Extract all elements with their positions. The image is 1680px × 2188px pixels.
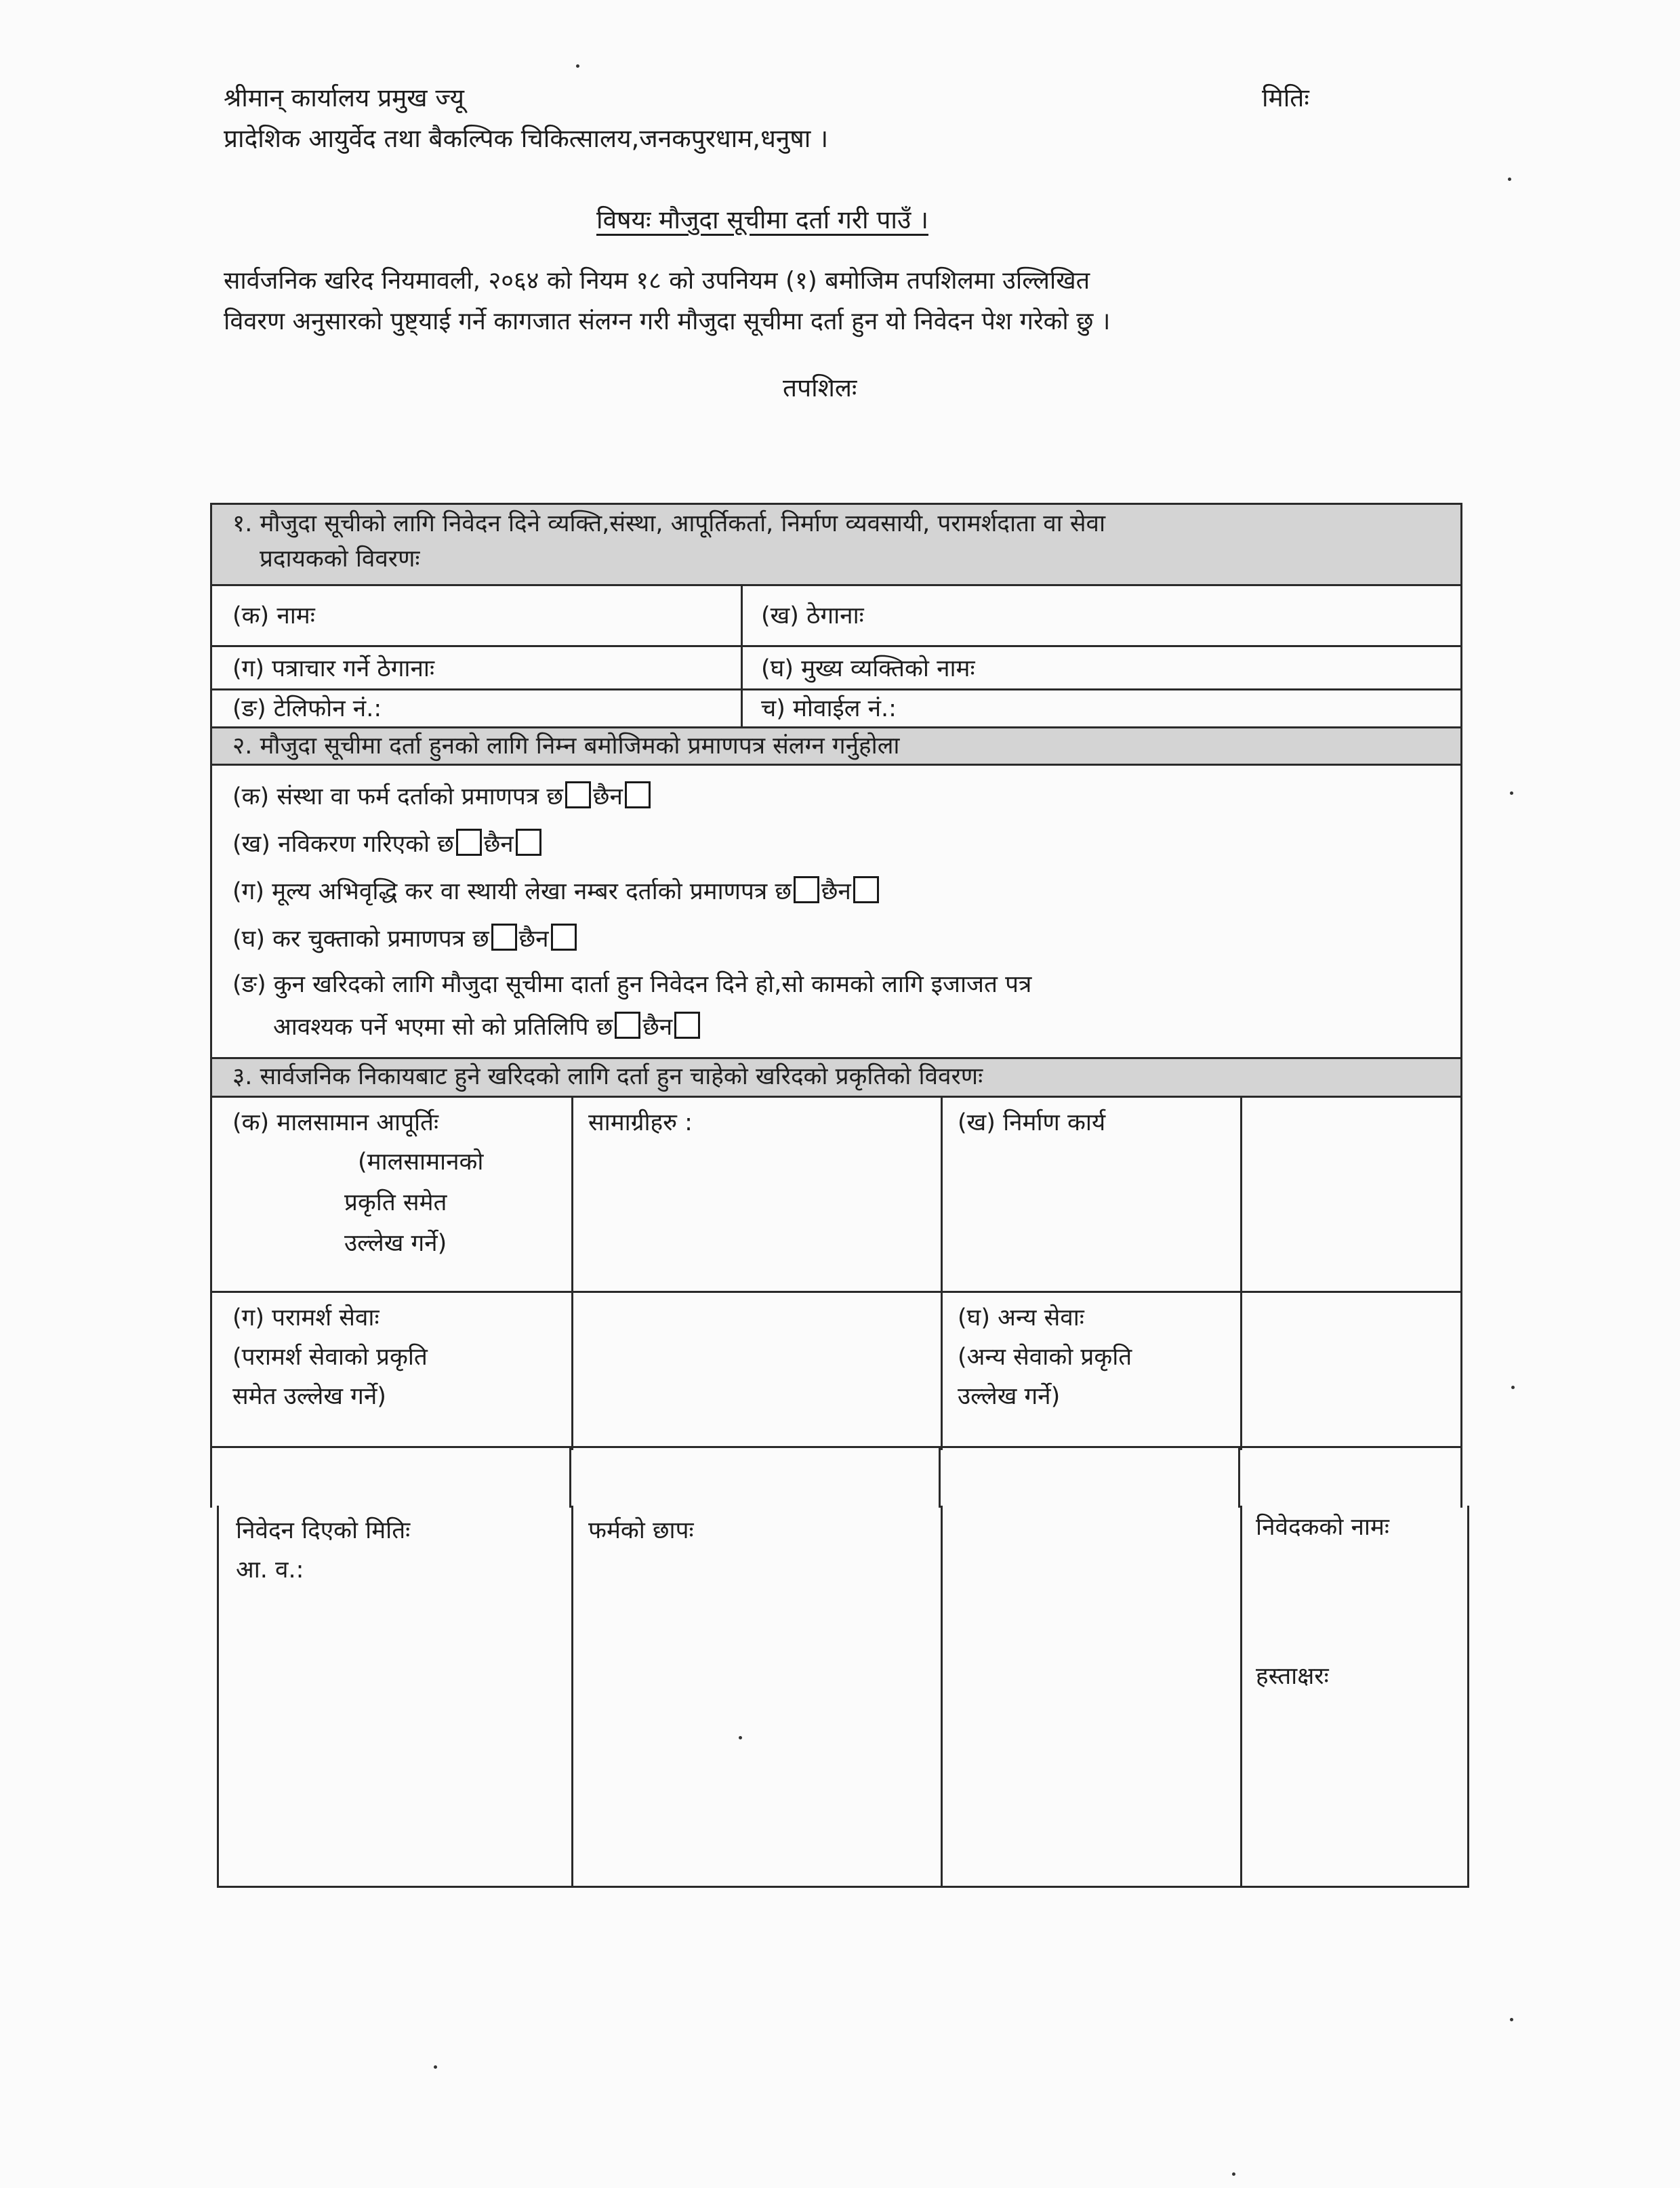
materials-label: सामाग्रीहरु : xyxy=(588,1109,693,1136)
no-checkbox[interactable] xyxy=(551,924,577,951)
body-line-2: विवरण अनुसारको पुष्ट्याई गर्ने कागजात संलग्न गरी मौजुदा सूचीमा दर्ता हुन यो निवेदन पेश गरेको छु । xyxy=(224,308,1111,335)
consulting-note-1: (परामर्श सेवाको प्रकृति xyxy=(232,1344,428,1371)
checklist-item-vat-pan xyxy=(232,876,881,908)
yes-label: छ xyxy=(546,783,563,810)
section1-title-line1: १. मौजुदा सूचीको लागि निवेदन दिने व्यक्ति,संस्था, आपूर्तिकर्ता, निर्माण व्यवसायी, परामर्शदाता वा सेवा xyxy=(232,510,1106,537)
divider xyxy=(212,688,1460,690)
section2-title: २. मौजुदा सूचीमा दर्ता हुनको लागि निम्न बमोजिमको प्रमाणपत्र संलग्न गर्नुहोला xyxy=(232,732,900,760)
contact-person-field[interactable]: (घ) मुख्य व्यक्तिको नामः xyxy=(761,655,975,682)
application-date-label: निवेदन दिएको मितिः xyxy=(236,1517,411,1544)
address-field[interactable]: (ख) ठेगानाः xyxy=(761,602,864,629)
no-checkbox[interactable] xyxy=(516,829,541,856)
yes-checkbox[interactable] xyxy=(615,1012,640,1039)
postal-address-field[interactable]: (ग) पत्राचार गर्ने ठेगानाः xyxy=(232,655,435,682)
goods-note-1: (मालसामानको xyxy=(358,1149,484,1176)
scan-speck xyxy=(576,64,579,68)
divider xyxy=(1240,1098,1242,1450)
firm-stamp-label: फर्मको छापः xyxy=(588,1517,694,1544)
no-checkbox[interactable] xyxy=(674,1012,700,1039)
checklist-item-license-line2 xyxy=(273,1012,702,1044)
section3-header xyxy=(212,1057,1460,1098)
tapashil-heading: तपशिलः xyxy=(783,373,857,402)
goods-note-3: उल्लेख गर्ने) xyxy=(344,1230,447,1257)
consulting-note-2: समेत उल्लेख गर्ने) xyxy=(232,1383,386,1410)
item-label: (घ) कर चुक्ताको प्रमाणपत्र xyxy=(232,926,465,953)
no-label: छैन xyxy=(518,926,549,953)
divider xyxy=(212,1291,1460,1293)
divider xyxy=(1240,1506,1242,1888)
divider xyxy=(571,1506,573,1888)
divider xyxy=(941,1506,943,1888)
other-services-note-1: (अन्य सेवाको प्रकृति xyxy=(958,1344,1132,1371)
other-services-note-2: उल्लेख गर्ने) xyxy=(958,1383,1061,1410)
section2-header xyxy=(212,726,1460,766)
item-label: आवश्यक पर्ने भएमा सो को प्रतिलिपि xyxy=(273,1014,589,1041)
yes-checkbox[interactable] xyxy=(794,876,819,903)
divider xyxy=(212,645,1460,647)
scan-speck xyxy=(1510,2018,1513,2021)
divider xyxy=(1460,1448,1462,1508)
divider xyxy=(210,1448,212,1508)
name-field[interactable]: (क) नामः xyxy=(232,602,315,629)
yes-label: छ xyxy=(596,1014,613,1041)
item-label: (क) संस्था वा फर्म दर्ताको प्रमाणपत्र xyxy=(232,783,539,810)
no-label: छैन xyxy=(642,1014,673,1041)
checklist-item-license: (ङ) कुन खरिदको लागि मौजुदा सूचीमा दार्ता हुन निवेदन दिने हो,सो कामको लागि इजाजत पत्र xyxy=(232,971,1032,998)
checklist-item-registration xyxy=(232,781,653,813)
item-label: (ख) नविकरण गरिएको xyxy=(232,831,430,858)
scan-speck xyxy=(1508,178,1511,181)
application-form-table xyxy=(210,503,1462,1448)
section1-header xyxy=(212,505,1460,586)
divider xyxy=(941,1098,943,1450)
yes-label: छ xyxy=(472,926,489,953)
scan-speck xyxy=(739,1736,742,1739)
subject-line: विषयः मौजुदा सूचीमा दर्ता गरी पाउँ । xyxy=(596,205,928,234)
goods-supply-label: (क) मालसामान आपूर्तिः xyxy=(232,1109,439,1136)
no-checkbox[interactable] xyxy=(853,876,879,903)
yes-checkbox[interactable] xyxy=(456,829,482,856)
signature-label: हस्ताक्षरः xyxy=(1256,1663,1329,1690)
scan-speck xyxy=(1232,2172,1235,2176)
divider xyxy=(569,1448,571,1508)
checklist-item-tax-clearance xyxy=(232,924,579,955)
divider xyxy=(741,586,743,728)
mobile-field[interactable]: च) मोवाईल नं.: xyxy=(761,695,897,722)
yes-label: छ xyxy=(775,878,792,905)
signature-table xyxy=(217,1506,1469,1888)
no-label: छैन xyxy=(592,783,623,810)
telephone-field[interactable]: (ङ) टेलिफोन नं.: xyxy=(232,695,382,722)
scan-speck xyxy=(1510,791,1513,795)
construction-label: (ख) निर्माण कार्य xyxy=(958,1109,1106,1136)
checklist-item-renewal xyxy=(232,829,544,861)
addressee-line-1: श्रीमान् कार्यालय प्रमुख ज्यू xyxy=(224,83,464,112)
no-label: छैन xyxy=(483,831,514,858)
yes-label: छ xyxy=(437,831,454,858)
no-label: छैन xyxy=(821,878,851,905)
section1-title-line2: प्रदायकको विवरणः xyxy=(260,545,420,573)
divider xyxy=(571,1098,573,1450)
other-services-label: (घ) अन्य सेवाः xyxy=(958,1304,1084,1332)
divider xyxy=(939,1448,941,1508)
scan-speck xyxy=(434,2065,437,2069)
body-line-1: सार्वजनिक खरिद नियमावली, २०६४ को नियम १८ को उपनियम (१) बमोजिम तपशिलमा उल्लिखित xyxy=(224,267,1090,295)
item-label: (ग) मूल्य अभिवृद्धि कर वा स्थायी लेखा नम्बर दर्ताको प्रमाणपत्र xyxy=(232,878,768,905)
consulting-label: (ग) परामर्श सेवाः xyxy=(232,1304,380,1332)
section3-title: ३. सार्वजनिक निकायबाट हुने खरिदको लागि दर्ता हुन चाहेको खरिदको प्रकृतिको विवरणः xyxy=(232,1063,983,1090)
fiscal-year-label: आ. व.: xyxy=(236,1556,304,1584)
goods-note-2: प्रकृति समेत xyxy=(344,1189,447,1216)
scan-speck xyxy=(1511,1386,1515,1389)
applicant-name-label: निवेदकको नामः xyxy=(1256,1514,1389,1541)
yes-checkbox[interactable] xyxy=(491,924,517,951)
addressee-line-2: प्रादेशिक आयुर्वेद तथा बैकल्पिक चिकित्सालय,जनकपुरधाम,धनुषा । xyxy=(224,124,829,153)
divider xyxy=(1238,1448,1240,1508)
date-label: मितिः xyxy=(1262,83,1309,112)
yes-checkbox[interactable] xyxy=(565,781,591,808)
no-checkbox[interactable] xyxy=(625,781,651,808)
